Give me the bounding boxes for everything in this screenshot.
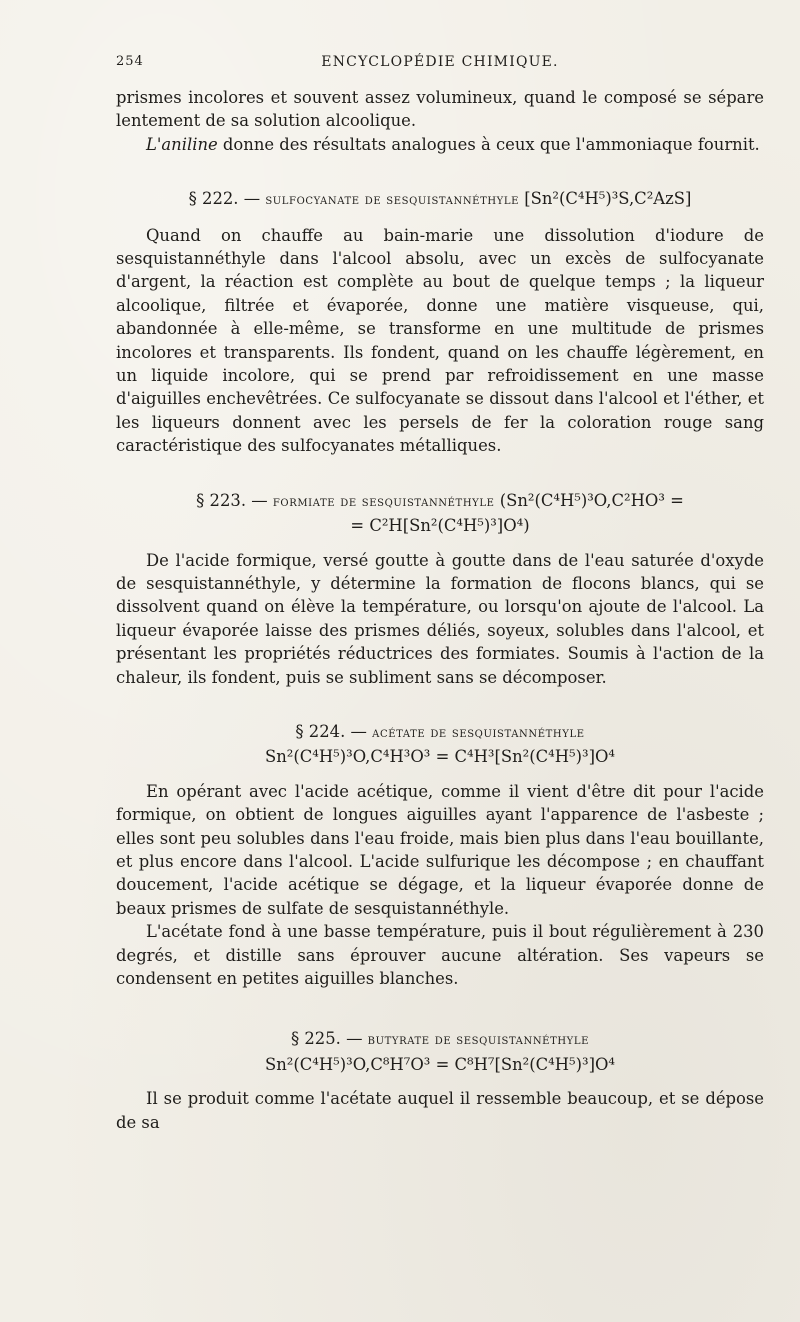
section-225-number: § 225. (290, 1029, 341, 1049)
section-224-body-1: En opérant avec l'acide acétique, comme il vient d'être dit pour l'acide formique, on obtient de longues aiguilles ayant l'apparence de l'asbeste ; elles sont peu solubles dans l'eau froide, mais bien plus dans l'eau bouillante, et plus encore dans l'alcool. L'acide sulfurique les décompose ; en chauffant doucement, l'acide acétique se dégage, et la liqueur évaporée donne de beaux prismes de sulfate de sesquistannéthyle. (116, 781, 764, 918)
aniline-text: donne des résultats analogues à ceux que l'ammoniaque fournit. (217, 134, 760, 154)
section-224-heading (116, 720, 764, 745)
intro-paragraph: prismes incolores et souvent assez volumineux, quand le composé se sépare lentement de sa solution alcoolique. (116, 88, 764, 131)
section-224-body-2: L'acétate fond à une basse température, puis il bout régulièrement à 230 degrés, et distille sans éprouver aucune altération. Ses vapeurs se condensent en petites aiguilles blanches. (116, 922, 764, 988)
aniline-paragraph (116, 133, 764, 156)
section-223-dash: — (246, 490, 273, 510)
section-222-title: sulfocyanate de sesquistannéthyle (265, 192, 519, 209)
section-224-formula: Sn²(C⁴H⁵)³O,C⁴H³O³ = C⁴H³[Sn²(C⁴H⁵)³]O⁴ (265, 747, 615, 767)
section-222-formula: [Sn²(C⁴H⁵)³S,C²AzS] (524, 189, 692, 209)
section-222-heading (116, 187, 764, 212)
running-head (116, 54, 764, 76)
page-number: 254 (116, 54, 144, 69)
header-title: ENCYCLOPÉDIE CHIMIQUE. (321, 54, 559, 70)
section-225-heading (116, 1027, 764, 1052)
page-body (116, 86, 764, 1134)
section-225-body: Il se produit comme l'acétate auquel il ressemble beaucoup, et se dépose de sa (116, 1089, 764, 1132)
section-224-number: § 224. (295, 721, 346, 741)
section-222-body: Quand on chauffe au bain-marie une dissolution d'iodure de sesquistannéthyle dans l'alcool absolu, avec un excès de sulfocyanate d'argent, la réaction est complète au bout de quelque temps ; la liqueur alcoolique, filtrée et évaporée, donne une matière visqueuse, qui, abandonnée à elle-même, se transforme en une multitude de prismes incolores et transparents. Ils fondent, quand on les chauffe légèrement, en un liquide incolore, qui se prend par refroidissement en une masse d'aiguilles enchevêtrées. Ce sulfocyanate se dissout dans l'alcool et l'éther, et les liqueurs donnent avec les persels de fer la coloration rouge sang caractéristique des sulfocyanates métalliques. (116, 225, 764, 456)
section-223-title: formiate de sesquistannéthyle (272, 493, 495, 510)
aniline-term: L'aniline (146, 134, 218, 154)
section-225-formula: Sn²(C⁴H⁵)³O,C⁸H⁷O³ = C⁸H⁷[Sn²(C⁴H⁵)³]O⁴ (265, 1054, 615, 1074)
section-224-title: acétate de sesquistannéthyle (372, 724, 585, 741)
section-225-title: butyrate de sesquistannéthyle (367, 1032, 590, 1049)
section-225-dash: — (340, 1029, 368, 1049)
section-223-heading (116, 489, 764, 514)
section-222-dash: — (238, 189, 266, 209)
section-223-formula-line1: (Sn²(C⁴H⁵)³O,C²HO³ = (499, 490, 684, 510)
section-222-number: § 222. (188, 189, 239, 209)
section-223-body: De l'acide formique, versé goutte à goutte dans de l'eau saturée d'oxyde de sesquistannéthyle, y détermine la formation de flocons blancs, qui se dissolvent quand on élève la température, ou lorsqu'on ajoute de l'alcool. La liqueur évaporée laisse des prismes déliés, soyeux, solubles dans l'alcool, et présentant les propriétés réductrices des formiates. Soumis à l'action de la chaleur, ils fondent, puis se subliment sans se décomposer. (116, 550, 764, 687)
section-224-dash: — (345, 721, 373, 741)
section-223-formula-line2: = C²H[Sn²(C⁴H⁵)³]O⁴) (350, 516, 530, 536)
section-223-number: § 223. (196, 490, 247, 510)
